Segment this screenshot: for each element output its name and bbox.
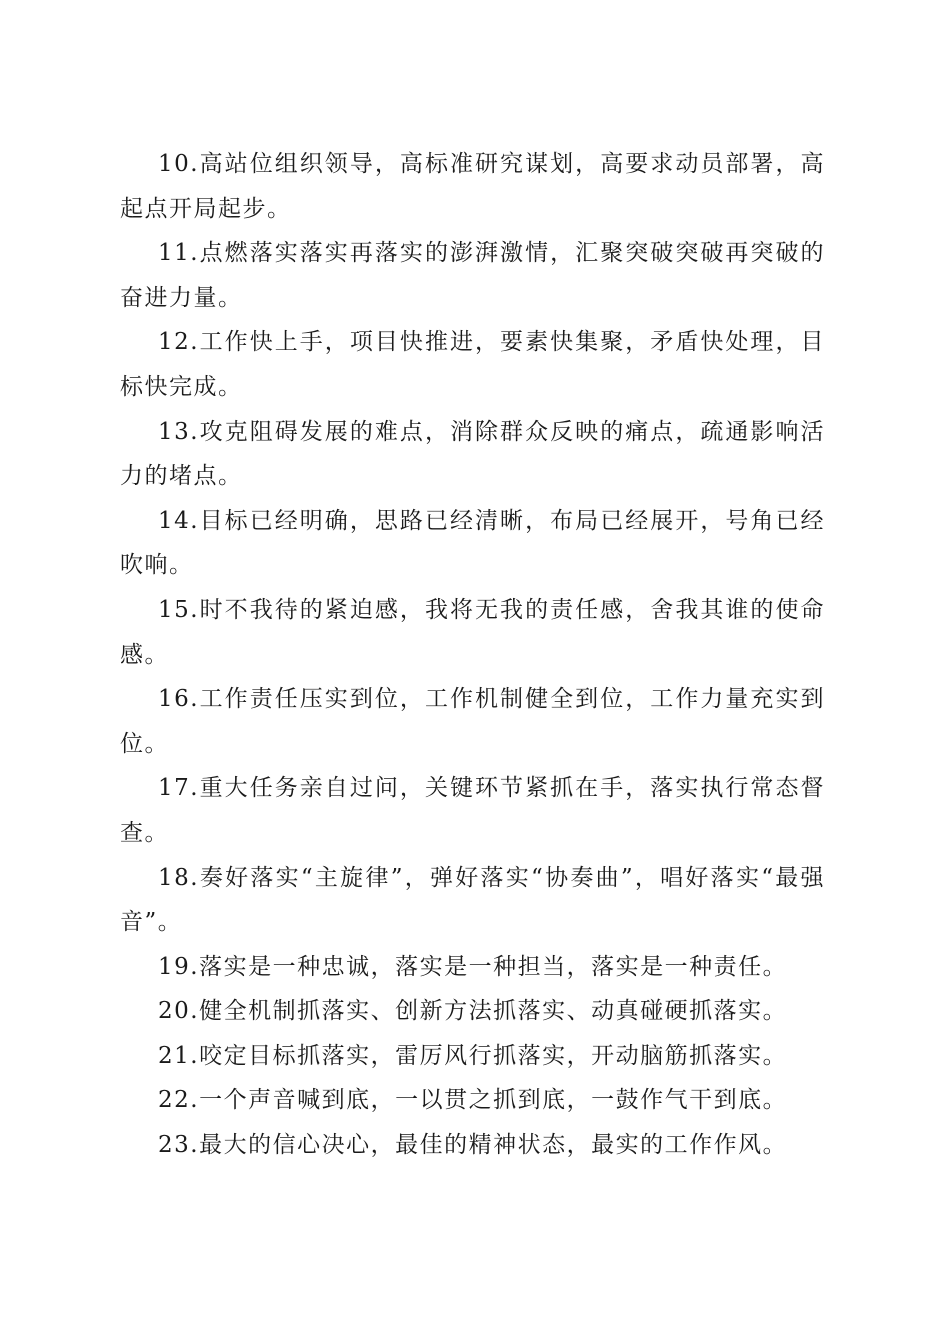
document-body: [120, 142, 825, 1168]
paragraph-13: 13.攻克阻碍发展的难点，消除群众反映的痛点，疏通影响活力的堵点。: [120, 418, 825, 490]
paragraph-16: 16.工作责任压实到位，工作机制健全到位，工作力量充实到位。: [120, 686, 825, 757]
paragraph-12: 12.工作快上手，项目快推进，要素快集聚，矛盾快处理，目标快完成。: [120, 329, 825, 400]
paragraph-21: 21.咬定目标抓落实，雷厉风行抓落实，开动脑筋抓落实。: [158, 1042, 788, 1069]
paragraph-22: 22.一个声音喊到底，一以贯之抓到底，一鼓作气干到底。: [158, 1087, 788, 1114]
paragraph-11: 11.点燃落实落实再落实的澎湃激情，汇聚突破突破再突破的奋进力量。: [120, 240, 825, 311]
paragraph-17: 17.重大任务亲自过问，关键环节紧抓在手，落实执行常态督查。: [120, 775, 825, 846]
paragraph-10: 10.高站位组织领导，高标准研究谋划，高要求动员部署，高起点开局起步。: [120, 151, 825, 222]
paragraph-19: 19.落实是一种忠诚，落实是一种担当，落实是一种责任。: [158, 953, 788, 980]
paragraph-23: 23.最大的信心决心，最佳的精神状态，最实的工作作风。: [158, 1132, 788, 1159]
paragraph-18: 18.奏好落实“主旋律”，弹好落实“协奏曲”，唱好落实“最强音”。: [120, 864, 825, 936]
paragraph-15: 15.时不我待的紧迫感，我将无我的责任感，舍我其谁的使命感。: [120, 596, 825, 668]
paragraph-20: 20.健全机制抓落实、创新方法抓落实、动真碰硬抓落实。: [158, 998, 788, 1025]
paragraph-14: 14.目标已经明确，思路已经清晰，布局已经展开，号角已经吹响。: [120, 507, 825, 579]
